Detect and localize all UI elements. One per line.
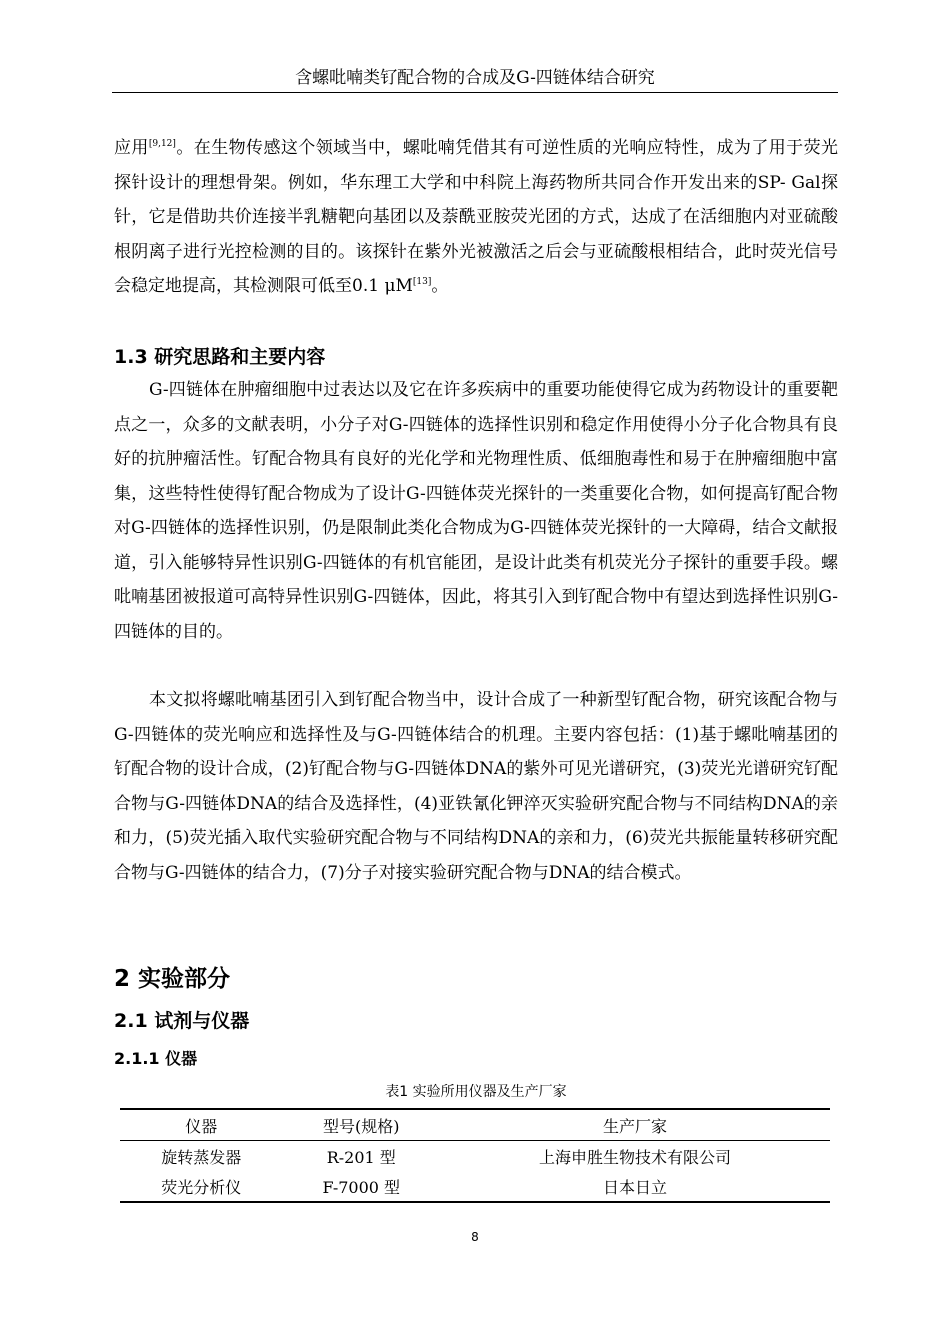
table-header-cell: 型号(规格): [282, 1109, 440, 1141]
section-heading-2-1-1: 2.1.1 仪器: [114, 1049, 198, 1068]
table-row: [120, 1171, 830, 1202]
table-cell: 旋转蒸发器: [161, 1147, 242, 1167]
section-heading-2: 2 实验部分: [114, 966, 231, 992]
section-1-3-paragraph-1: G-四链体在肿瘤细胞中过表达以及它在许多疾病中的重要功能使得它成为药物设计的重要靶点之一，众多的文献表明，小分子对G-四链体的选择性识别和稳定作用使得小分子化合物具有良好的抗肿瘤活性。钌配合物具有良好的光化学和光物理性质、低细胞毒性和易于在肿瘤细胞中富集，这些特性使得钌配合物成为了设计G-四链体荧光探针的一类重要化合物，如何提高钌配合物对G-四链体的选择性识别，仍是限制此类化合物成为G-四链体荧光探针的一大障碍，结合文献报道，引入能够特异性识别G-四链体的有机官能团，是设计此类有机荧光分子探针的重要手段。螺吡喃基团被报道可高特异性识别G-四链体，因此，将其引入到钌配合物中有望达到选择性识别G-四链体的目的。: [114, 380, 838, 642]
table-cell: 上海申胜生物技术有限公司: [539, 1147, 732, 1167]
table-row: [120, 1141, 830, 1172]
table-header-cell: 生产厂家: [440, 1109, 830, 1141]
table-cell: F-7000 型: [282, 1171, 440, 1202]
intro-text-1: 应用: [114, 138, 149, 158]
intro-text-2: 。在生物传感这个领域当中，螺吡喃凭借其有可逆性质的光响应特性，成为了用于荧光探针设计的理想骨架。例如，华东理工大学和中科院上海药物所共同合作开发出来的SP- Gal探针，它是借助共价连接半乳糖靶向基团以及萘酰亚胺荧光团的方式，达成了在活细胞内对亚硫酸根阴离子进行光控检测的目的。该探针在紫外光被激活之后会与亚硫酸根相结合，此时荧光信号会稳定地提高，其检测限可低至0.1 μM: [114, 138, 839, 296]
running-header-title: 含螺吡喃类钌配合物的合成及G-四链体结合研究: [295, 68, 655, 88]
instrument-table: [120, 1108, 830, 1203]
page-number: 8: [471, 1230, 479, 1244]
table-cell: 日本日立: [440, 1171, 830, 1202]
table-caption: 表1 实验所用仪器及生产厂家: [385, 1084, 567, 1100]
citation-ref: [9,12]: [148, 139, 176, 149]
section-heading-2-1: 2.1 试剂与仪器: [114, 1010, 250, 1032]
section-1-3-paragraph-2: 本文拟将螺吡喃基团引入到钌配合物当中，设计合成了一种新型钌配合物，研究该配合物与G-四链体的荧光响应和选择性及与G-四链体结合的机理。主要内容包括：(1)基于螺吡喃基团的钌配合物的设计合成，(2)钌配合物与G-四链体DNA的紫外可见光谱研究，(3)荧光光谱研究钌配合物与G-四链体DNA的结合及选择性，(4)亚铁氰化钾淬灭实验研究配合物与不同结构DNA的亲和力，(5)荧光插入取代实验研究配合物与不同结构DNA的亲和力，(6)荧光共振能量转移研究配合物与G-四链体的结合力，(7)分子对接实验研究配合物与DNA的结合模式。: [114, 690, 838, 883]
table-header-cell: 仪器: [120, 1109, 282, 1141]
intro-text-3: 。: [431, 276, 449, 296]
table-header-row: [120, 1109, 830, 1141]
table-cell: R-201 型: [326, 1147, 396, 1167]
header-rule: [112, 92, 838, 93]
table-cell: 荧光分析仪: [120, 1171, 282, 1202]
intro-paragraph: [114, 131, 838, 304]
section-heading-1-3: 1.3 研究思路和主要内容: [114, 346, 326, 368]
citation-ref: [13]: [412, 277, 432, 287]
